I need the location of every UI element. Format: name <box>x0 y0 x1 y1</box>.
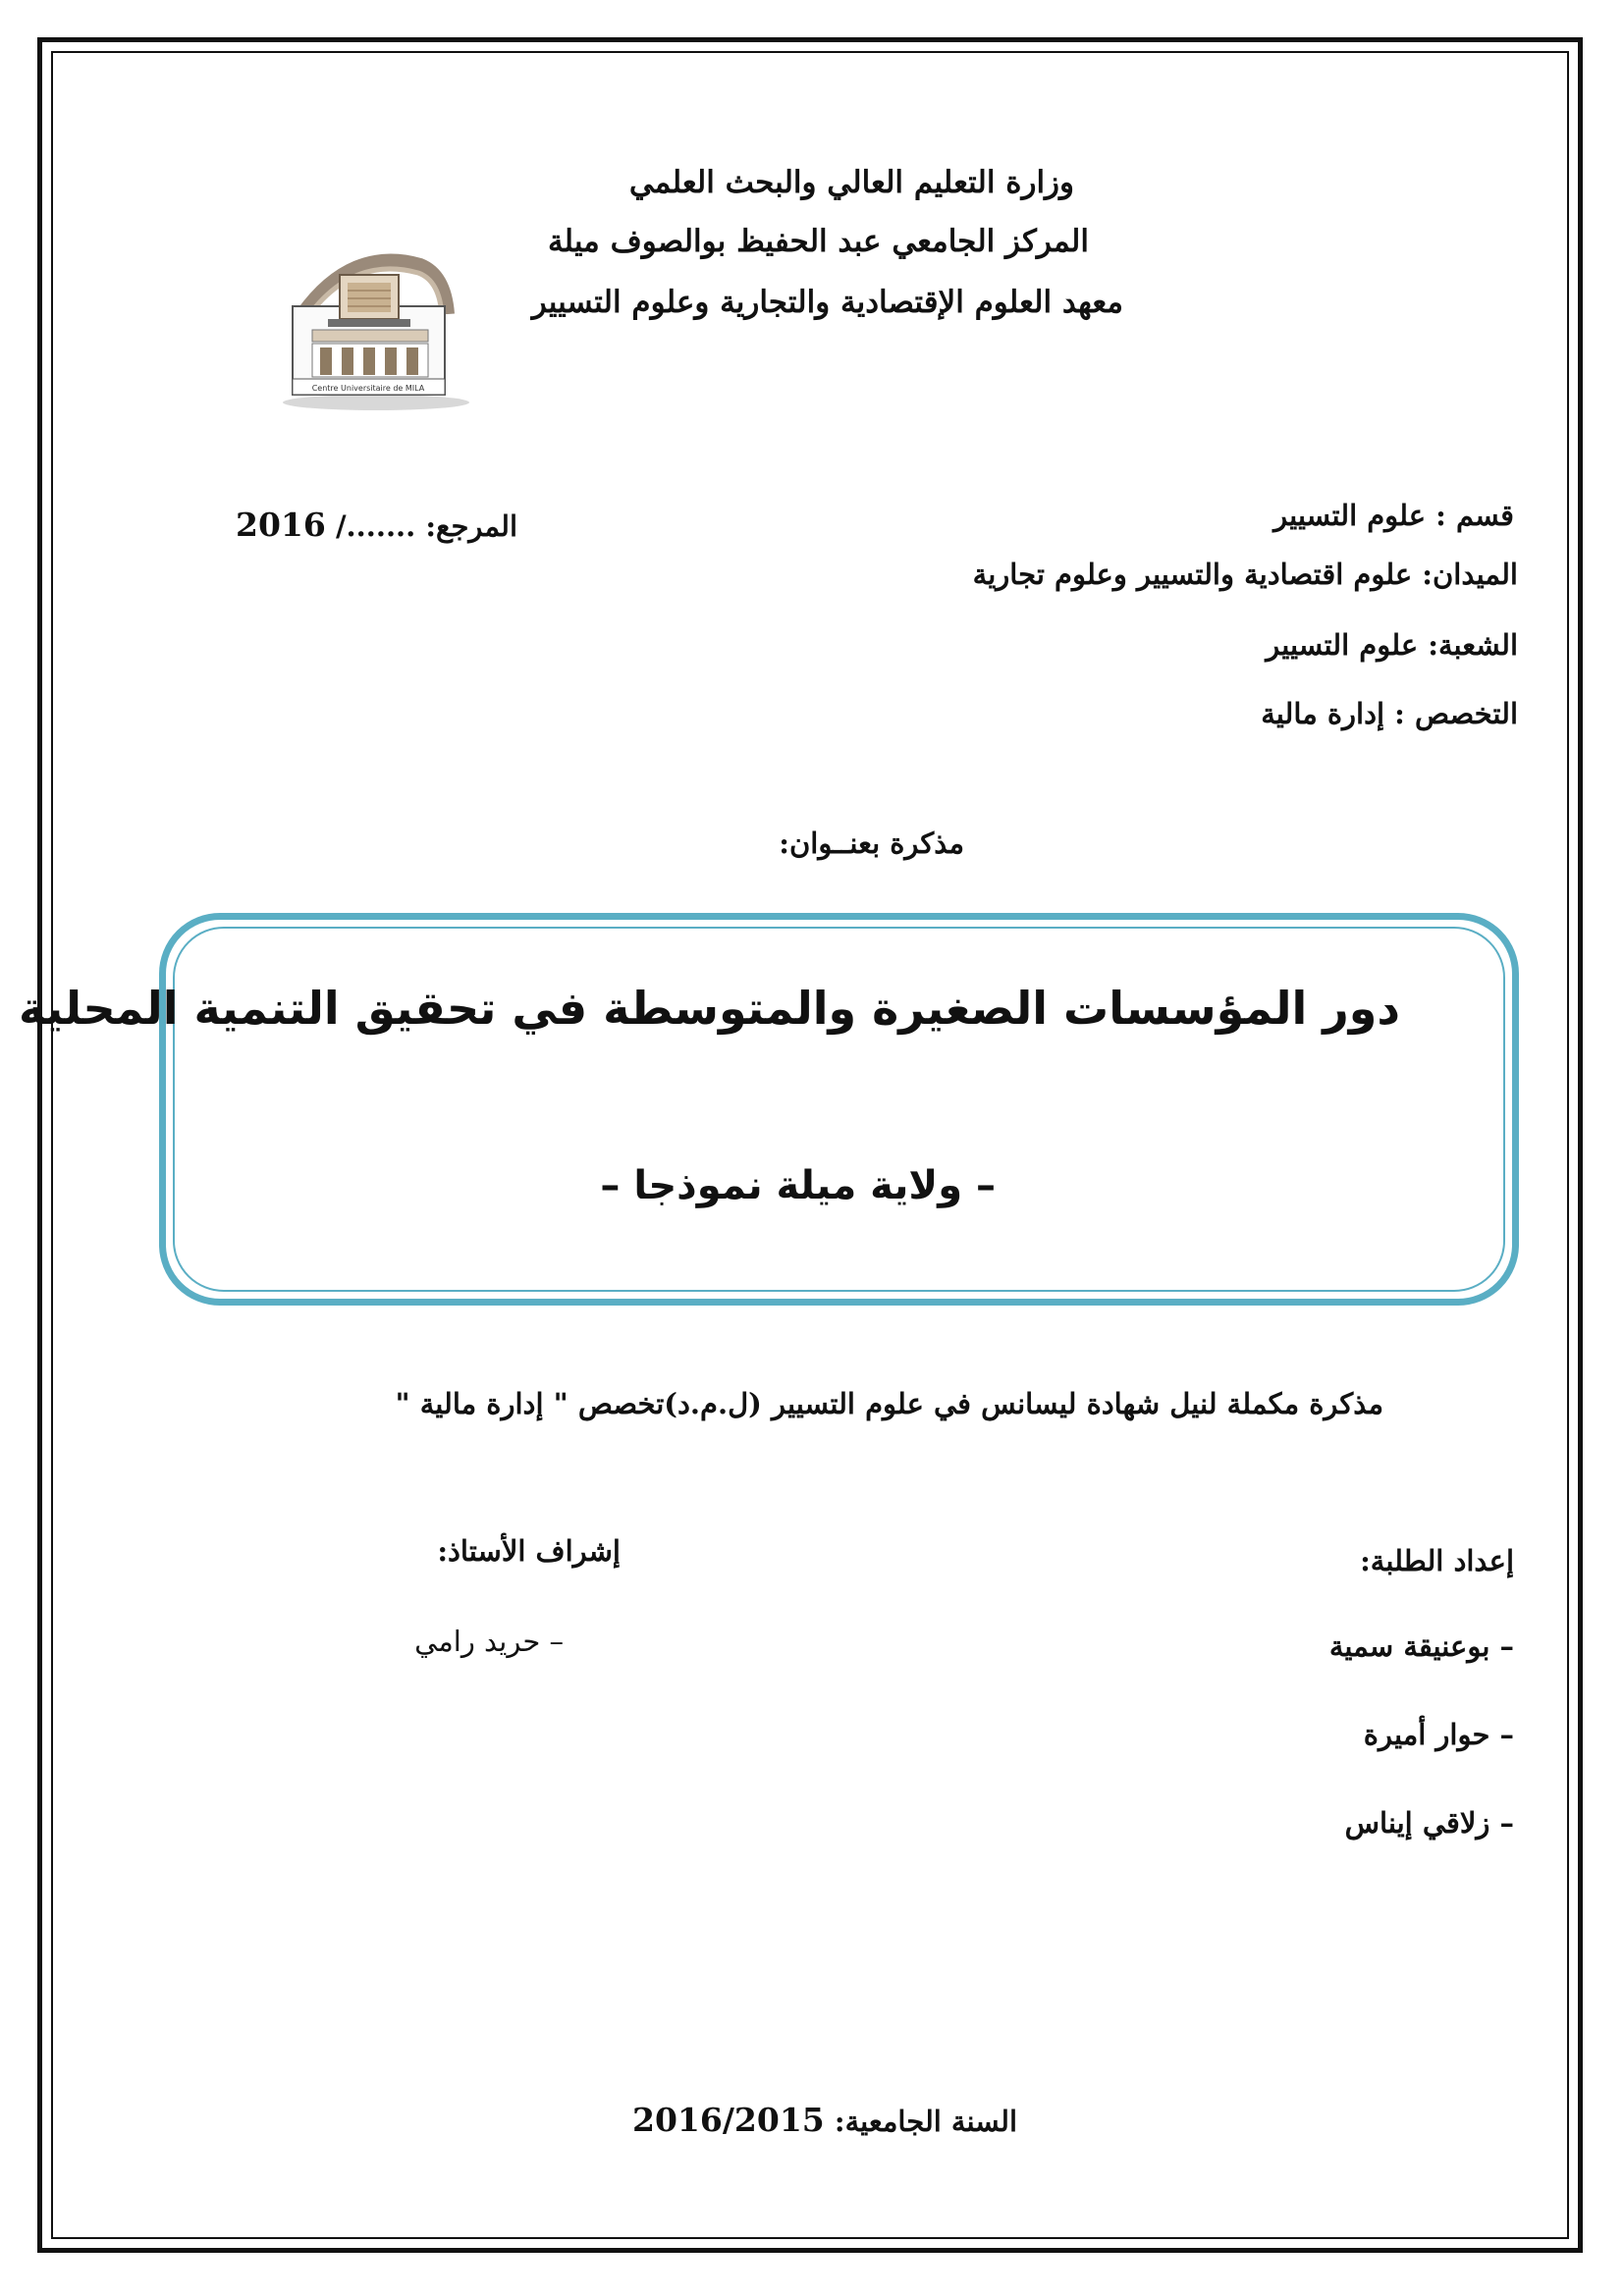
students-label: إعداد الطلبة: <box>1360 1544 1514 1577</box>
field-line: الميدان: علوم اقتصادية والتسيير وعلوم تجارية <box>972 558 1518 591</box>
academic-year-label: السنة الجامعية: <box>834 2105 1017 2138</box>
academic-year <box>632 2101 1017 2139</box>
center-line: المركز الجامعي عبد الحفيظ بوالصوف ميلة <box>547 224 1089 259</box>
thesis-subtitle: – ولاية ميلة نموذجا – <box>600 1163 996 1208</box>
thesis-title: دور المؤسسات الصغيرة والمتوسطة في تحقيق التنمية المحلية <box>19 982 1400 1035</box>
university-building-logo-icon <box>273 245 474 412</box>
supervisor-name: – حريد رامي <box>414 1625 564 1658</box>
logo-caption: Centre Universitaire de MILA <box>311 384 425 393</box>
supervisor-label: إشراف الأستاذ: <box>437 1534 621 1568</box>
specialty-line: التخصص : إدارة مالية <box>1261 697 1518 730</box>
branch-line: الشعبة: علوم التسيير <box>1266 628 1518 662</box>
student-name: – حوار أميرة <box>1363 1718 1514 1751</box>
student-name: – بوعنيقة سمية <box>1328 1629 1514 1663</box>
degree-line: مذكرة مكملة لنيل شهادة ليسانس في علوم التسيير (ل.م.د)تخصص " إدارة مالية " <box>395 1387 1383 1420</box>
reference-year: 2016 <box>236 506 326 544</box>
ministry-line: وزارة التعليم العالي والبحث العلمي <box>628 165 1074 200</box>
student-name: – زلاقي إيناس <box>1344 1806 1514 1840</box>
reference-line <box>236 506 517 544</box>
reference-label: المرجع: ......./ <box>335 509 518 543</box>
institute-line: معهد العلوم الإقتصادية والتجارية وعلوم التسيير <box>531 285 1123 320</box>
thesis-intro: مذكرة بعنــوان: <box>779 827 964 860</box>
academic-year-value: 2016/2015 <box>632 2101 825 2139</box>
department-line: قسم : علوم التسيير <box>1273 499 1514 532</box>
